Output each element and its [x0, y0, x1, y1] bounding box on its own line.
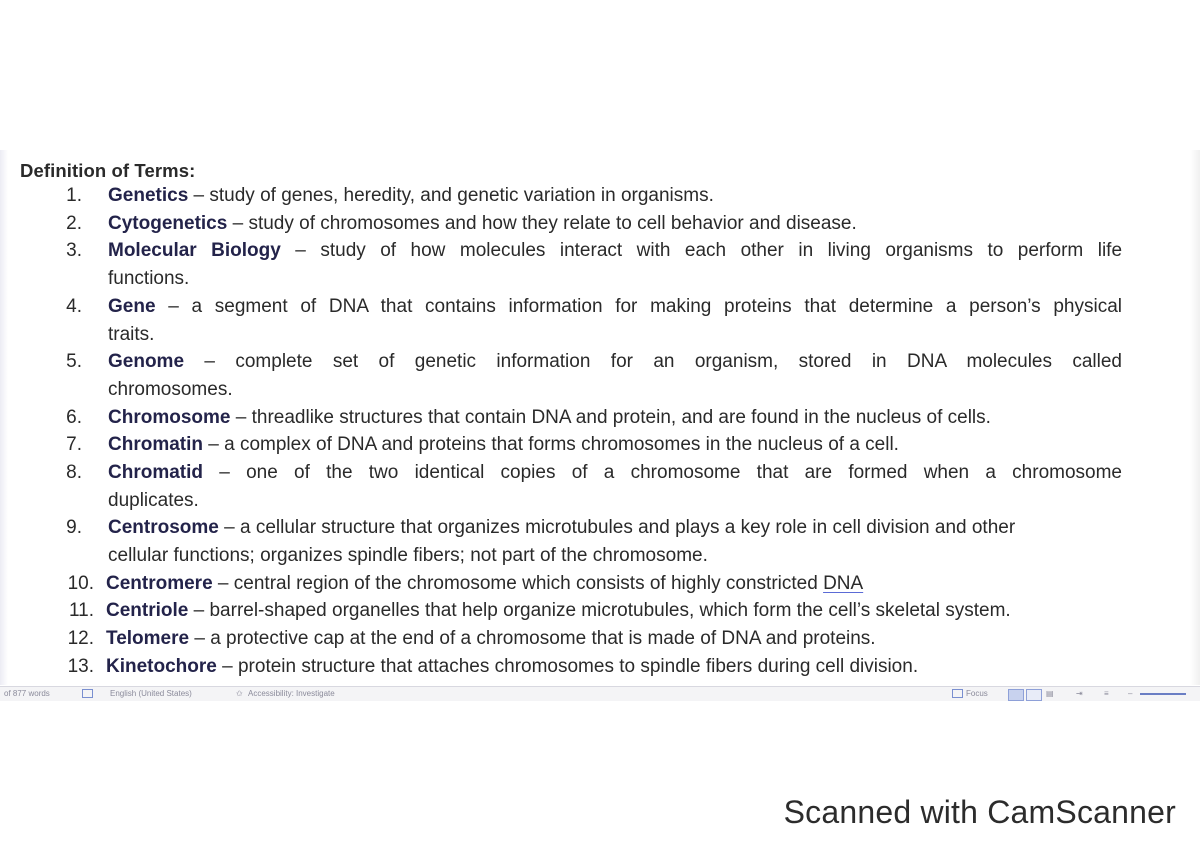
- item-text: Centriole – barrel-shaped organelles that help organize microtubules, which form the cell’s skeletal system.: [106, 600, 1011, 621]
- item-number: 4.: [66, 296, 82, 317]
- underlined-word: DNA: [823, 573, 864, 594]
- term-definition: study of genes, heredity, and genetic variation in organisms.: [209, 185, 714, 206]
- item-text: Gene – a segment of DNA that contains information for making proteins that determine a person’s physical: [108, 296, 1122, 317]
- proofing-icon[interactable]: [82, 687, 93, 701]
- item-number: 10.: [67, 573, 94, 594]
- term-definition: threadlike structures that contain DNA and protein, and are found in the nucleus of cells.: [251, 407, 991, 428]
- item-number: 5.: [66, 351, 82, 372]
- item-text: Centromere – central region of the chromosome which consists of highly constricted DNA: [106, 573, 864, 594]
- print-layout-button[interactable]: [1026, 689, 1042, 701]
- blank-margin-top: [0, 0, 1200, 150]
- vertical-view-icon[interactable]: ⇥: [1076, 689, 1083, 698]
- web-layout-icon[interactable]: ▤: [1046, 689, 1054, 698]
- term-name: Centromere: [106, 573, 213, 594]
- scan-edge-left: [0, 150, 8, 685]
- item-number: 6.: [66, 407, 82, 428]
- term-name: Centriole: [106, 600, 189, 621]
- item-text: Chromatid – one of the two identical copies of a chromosome that are formed when a chromosome: [108, 462, 1122, 483]
- item-text: Genome – complete set of genetic information for an organism, stored in DNA molecules called: [108, 351, 1122, 372]
- item-text: Genetics – study of genes, heredity, and genetic variation in organisms.: [108, 185, 714, 206]
- term-name: Cytogenetics: [108, 213, 228, 234]
- item-number: 13.: [67, 656, 94, 677]
- language-status[interactable]: English (United States): [110, 689, 192, 698]
- accessibility-status[interactable]: Accessibility: Investigate: [248, 689, 335, 698]
- item-text: Cytogenetics – study of chromosomes and how they relate to cell behavior and disease.: [108, 213, 857, 234]
- item-number: 11.: [68, 600, 94, 621]
- term-name: Telomere: [106, 628, 190, 649]
- word-count[interactable]: of 877 words: [4, 689, 50, 698]
- term-definition: barrel-shaped organelles that help organize microtubules, which form the cell’s skeletal system.: [209, 600, 1011, 621]
- item-continuation: duplicates.: [108, 490, 199, 511]
- term-definition: protein structure that attaches chromosomes to spindle fibers during cell division.: [237, 656, 919, 677]
- item-text: Kinetochore – protein structure that attaches chromosomes to spindle fibers during cell division.: [106, 656, 919, 677]
- term-name: Chromatid: [108, 462, 203, 483]
- focus-icon[interactable]: [952, 687, 963, 701]
- item-text: Centrosome – a cellular structure that organizes microtubules and plays a key role in cell division and other: [108, 517, 1016, 538]
- term-name: Genetics: [108, 185, 189, 206]
- item-number: 3.: [66, 240, 82, 261]
- item-continuation: cellular functions; organizes spindle fibers; not part of the chromosome.: [108, 545, 708, 566]
- item-text: Molecular Biology – study of how molecules interact with each other in living organisms to perform life: [108, 240, 1123, 261]
- term-definition: a segment of DNA that contains information for making proteins that determine a person’s physical: [191, 296, 1122, 317]
- item-number: 7.: [66, 434, 82, 455]
- term-name: Chromosome: [108, 407, 231, 428]
- term-definition: study of chromosomes and how they relate to cell behavior and disease.: [248, 213, 857, 234]
- read-mode-button[interactable]: [1008, 689, 1024, 701]
- term-name: Genome: [108, 351, 185, 372]
- item-text: Telomere – a protective cap at the end of a chromosome that is made of DNA and proteins.: [106, 628, 876, 649]
- term-definition: a complex of DNA and proteins that forms chromosomes in the nucleus of a cell.: [224, 434, 899, 455]
- zoom-slider[interactable]: [1140, 693, 1186, 695]
- item-number: 8.: [66, 462, 82, 483]
- scan-edge-right: [1190, 150, 1200, 685]
- camscanner-watermark: Scanned with CamScanner: [783, 794, 1176, 830]
- term-name: Kinetochore: [106, 656, 217, 677]
- term-definition: complete set of genetic information for an organism, stored in DNA molecules called: [235, 351, 1122, 372]
- side-to-side-icon[interactable]: ≡: [1104, 689, 1109, 698]
- zoom-out-icon[interactable]: –: [1128, 689, 1133, 698]
- item-number: 2.: [66, 213, 82, 234]
- document-heading: Definition of Terms:: [20, 160, 196, 181]
- term-definition: one of the two identical copies of a chromosome that are formed when a chromosome: [246, 462, 1122, 483]
- item-continuation: chromosomes.: [108, 379, 233, 400]
- item-text: Chromosome – threadlike structures that contain DNA and protein, and are found in the nucleus of cells.: [108, 407, 991, 428]
- term-definition: central region of the chromosome which consists of highly constricted: [233, 573, 824, 594]
- term-definition: a protective cap at the end of a chromosome that is made of DNA and proteins.: [210, 628, 876, 649]
- item-continuation: traits.: [108, 324, 155, 345]
- term-definition: study of how molecules interact with each other in living organisms to perform life: [320, 240, 1123, 261]
- item-number: 12.: [67, 628, 94, 649]
- word-status-bar: [0, 686, 1200, 701]
- term-name: Molecular Biology: [108, 240, 281, 261]
- term-definition: a cellular structure that organizes microtubules and plays a key role in cell division and other: [239, 517, 1016, 538]
- item-number: 1.: [66, 185, 82, 206]
- item-continuation: functions.: [108, 268, 190, 289]
- focus-mode-label[interactable]: Focus: [966, 689, 988, 698]
- term-name: Centrosome: [108, 517, 219, 538]
- term-name: Chromatin: [108, 434, 203, 455]
- item-number: 9.: [66, 517, 82, 538]
- accessibility-icon[interactable]: ✩: [236, 689, 243, 698]
- item-text: Chromatin – a complex of DNA and proteins that forms chromosomes in the nucleus of a cell.: [108, 434, 899, 455]
- term-name: Gene: [108, 296, 156, 317]
